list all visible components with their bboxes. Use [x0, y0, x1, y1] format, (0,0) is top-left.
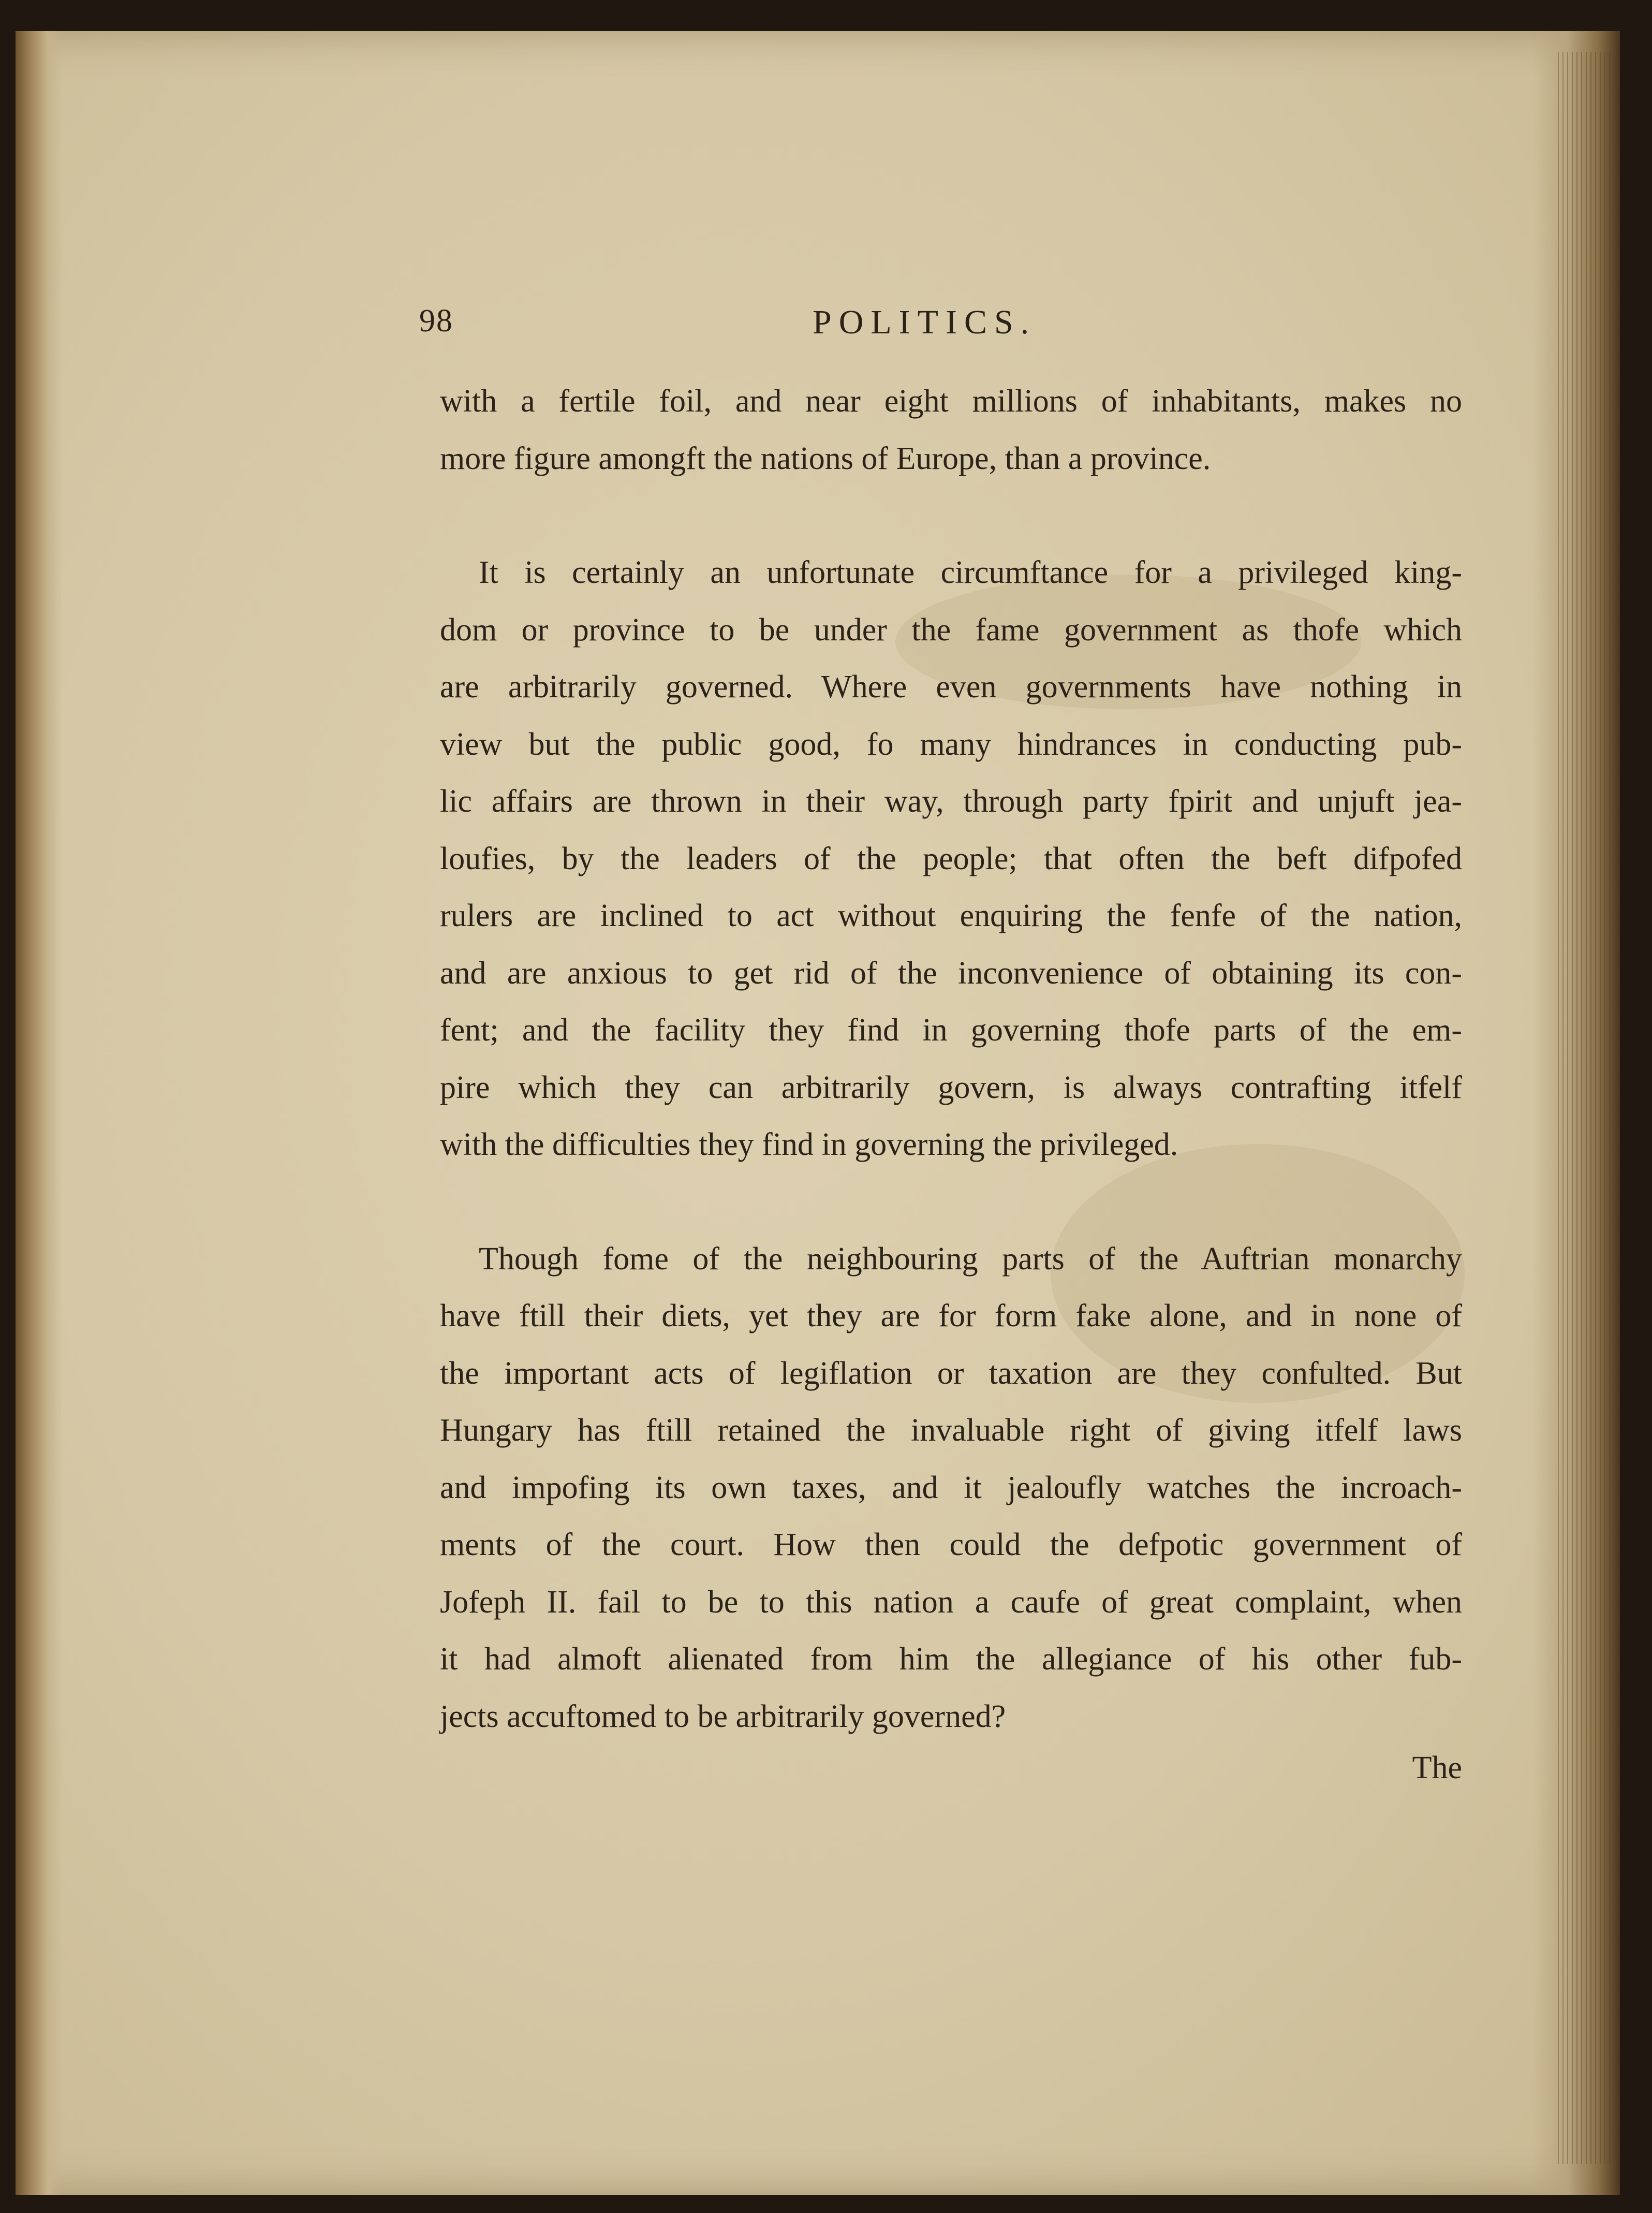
text-line: rulers are inclined to act without enquiring the fenfe of the nation, — [440, 898, 1462, 933]
catchword: The — [1412, 1750, 1462, 1785]
text-line: ments of the court. How then could the defpotic government of — [440, 1527, 1462, 1562]
text-line: lic affairs are thrown in their way, through party fpirit and unjuft jea- — [440, 784, 1462, 819]
text-line: have ftill their diets, yet they are for form fake alone, and in none of — [440, 1298, 1462, 1333]
text-line: more figure amongft the nations of Europe, than a province. — [440, 441, 1211, 476]
body-text — [440, 373, 1462, 1745]
text-line: Jofeph II. fail to be to this nation a caufe of great complaint, when — [440, 1584, 1462, 1620]
text-line: view but the public good, fo many hindrances in conducting pub- — [440, 726, 1462, 762]
paragraph-gap — [440, 487, 1462, 544]
page-number: 98 — [419, 303, 453, 339]
text-line: the important acts of legiflation or taxation are they confulted. But — [440, 1355, 1462, 1391]
page-edge-leaves — [1558, 52, 1610, 2164]
text-line: and are anxious to get rid of the inconvenience of obtaining its con- — [440, 955, 1462, 991]
page-gutter — [16, 31, 62, 2195]
text-line: Though fome of the neighbouring parts of the Auftrian monarchy — [479, 1241, 1462, 1277]
running-head: POLITICS. — [813, 303, 1037, 341]
paragraph — [440, 373, 1462, 487]
text-line: with a fertile foil, and near eight millions of inhabitants, makes no — [440, 384, 1462, 419]
text-line: with the difficulties they find in governing the privileged. — [440, 1127, 1178, 1162]
text-line: loufies, by the leaders of the people; that often the beft difpofed — [440, 841, 1462, 876]
paragraph — [440, 1230, 1462, 1746]
text-line: jects accuftomed to be arbitrarily governed? — [440, 1698, 1006, 1734]
text-line: fent; and the facility they find in governing thofe parts of the em- — [440, 1013, 1462, 1048]
text-line: It is certainly an unfortunate circumftance for a privileged king- — [479, 555, 1462, 590]
text-line: and impofing its own taxes, and it jealoufly watches the incroach- — [440, 1470, 1462, 1505]
text-line: it had almoft alienated from him the allegiance of his other fub- — [440, 1642, 1462, 1677]
page-header — [419, 303, 1465, 349]
text-line: pire which they can arbitrarily govern, is always contrafting itfelf — [440, 1069, 1462, 1105]
paragraph-gap — [440, 1174, 1462, 1230]
text-line: Hungary has ftill retained the invaluable right of giving itfelf laws — [440, 1413, 1462, 1448]
paragraph — [440, 544, 1462, 1174]
text-line: dom or province to be under the fame government as thofe which — [440, 612, 1462, 648]
text-line: are arbitrarily governed. Where even governments have nothing in — [440, 669, 1462, 705]
